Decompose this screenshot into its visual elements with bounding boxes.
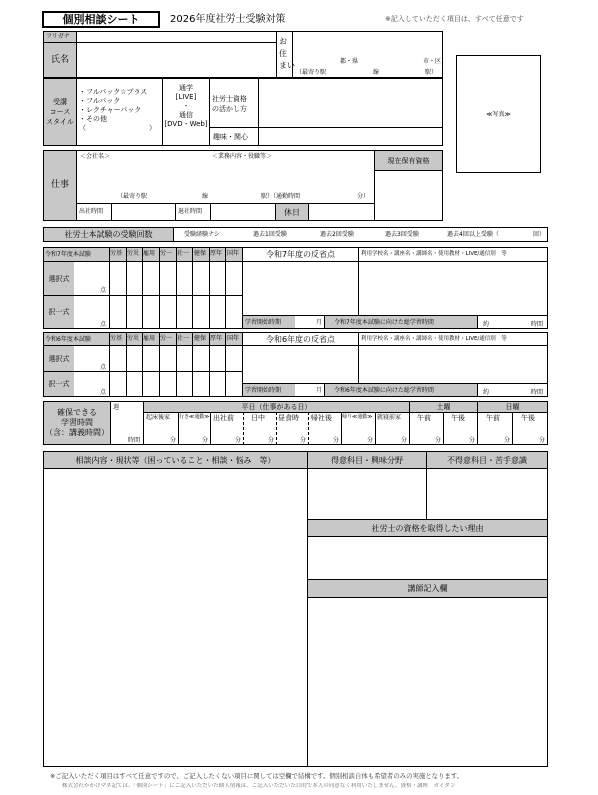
course-options[interactable]: ・フルパック☆プラス ・フルパック ・レクチャーパック ・その他 （ ）: [79, 88, 156, 132]
prefecture-label: 都・県: [340, 58, 359, 65]
r6-school-field[interactable]: [359, 346, 547, 382]
job-label-cell: [44, 151, 76, 220]
r7-study-start-label: 学習開始時期: [245, 319, 282, 326]
exam-r7-year-label: 令和7年度本試験: [45, 251, 91, 258]
holiday-label-cell: [276, 204, 308, 220]
exam-count-label-cell: [43, 227, 174, 242]
current-qualification-label: 現在保有資格: [387, 156, 430, 165]
instructor-field[interactable]: [308, 598, 547, 766]
sun-am: 午前: [486, 414, 500, 422]
holiday-field[interactable]: [309, 204, 373, 220]
min-0: 分: [170, 437, 177, 444]
r6-subject-1: 労災: [127, 335, 140, 342]
sunday-header-cell: [478, 402, 547, 412]
wd-col-3: 日中: [251, 414, 265, 422]
reason-field[interactable]: [308, 537, 547, 579]
address-line-label: 線: [373, 69, 380, 76]
start-time-field[interactable]: [112, 204, 175, 220]
address-station-end: 駅）: [425, 69, 438, 76]
good-subject-header-cell: [308, 452, 426, 468]
r6-choice-points: 点: [100, 364, 107, 371]
duties-label: ＜業務内容・役職等＞: [212, 153, 273, 160]
consult-header: 相談内容・現状等（困っていること・相談・悩み 等）: [75, 455, 276, 465]
job-line-label: 線: [202, 193, 209, 200]
min-5: 分: [333, 437, 340, 444]
sat-pm: 午後: [451, 414, 465, 422]
r7-school-label: 利用学校名・講座名・講師名・使用教材・LIVE/通信別 等: [361, 251, 507, 257]
reason-header: 社労士の資格を取得したい理由: [371, 523, 484, 533]
wd-col-1: 行き≪通勤≫: [179, 414, 210, 420]
job-label: 仕事: [50, 180, 69, 190]
wd-col-2: 出社前: [213, 414, 234, 422]
current-qualification-field[interactable]: [375, 171, 442, 220]
course-label-cell: [44, 79, 76, 145]
optional-note: ※記入していただく項目は、すべて任意です: [385, 15, 524, 23]
min-1: 分: [202, 437, 209, 444]
name-field[interactable]: [77, 43, 275, 77]
min-9: 分: [469, 437, 476, 444]
address-label: お 住 まい: [279, 37, 295, 70]
r6-choice-label-cell: [44, 346, 74, 371]
hobbies-field[interactable]: [259, 128, 442, 145]
min-6: 分: [367, 437, 374, 444]
r6-subject-7: 国年: [227, 335, 240, 342]
job-station-label: （最寄り駅: [117, 193, 148, 200]
exam-option-4plus[interactable]: 過去4回以上受験（: [447, 231, 499, 238]
r7-multiple-points: 点: [100, 321, 107, 328]
r6-subject-4: 社一: [177, 335, 190, 342]
r6-subject-5: 健保: [194, 335, 207, 342]
course-label: 受講 コース スタイル: [46, 98, 74, 126]
exam-r6-year-label: 令和6年度本試験: [45, 336, 91, 343]
city-label: 市・区: [423, 58, 442, 65]
r7-multiple-label: 択一式: [48, 308, 70, 316]
weak-subject-field[interactable]: [427, 469, 547, 519]
study-time-label: 確保できる 学習時間 （含：講義時間）: [45, 408, 109, 437]
furigana-field[interactable]: [77, 32, 275, 42]
sheet-title: [42, 11, 160, 28]
r6-reflection-label-cell: [243, 333, 358, 345]
commute-label: 駅）（通勤時間: [261, 193, 301, 200]
r6-multiple-label-cell: [44, 372, 74, 396]
study-hours-label: 時間: [128, 437, 141, 444]
r7-subject-7: 国年: [227, 250, 240, 257]
r6-subject-0: 労基: [110, 335, 123, 342]
r7-subject-3: 労一: [160, 250, 173, 257]
exam-option-times: 回）: [533, 231, 546, 238]
commute-minutes: 分）: [357, 193, 370, 200]
min-11: 分: [539, 437, 546, 444]
r6-multiple-points: 点: [100, 389, 107, 396]
min-3: 分: [268, 437, 275, 444]
min-10: 分: [504, 437, 511, 444]
r7-hours-label: 時間: [531, 321, 544, 328]
r7-subject-4: 社一: [177, 250, 190, 257]
r6-total-time-label: 令和6年度本試験に向けた総学習時間: [334, 387, 434, 394]
consult-header-cell: [44, 452, 307, 468]
qualification-use-label: 社労士資格 の活かし方: [212, 95, 247, 113]
photo-label: ≪写真≫: [486, 110, 511, 118]
holiday-label: 休日: [284, 207, 300, 217]
r7-reflection-field[interactable]: [243, 262, 358, 314]
min-7: 分: [401, 437, 408, 444]
r7-school-field[interactable]: [359, 262, 547, 314]
r6-reflection-label: 令和6年度の反省点: [265, 334, 336, 344]
sunday-header: 日曜: [505, 403, 520, 411]
r6-multiple-label: 択一式: [48, 380, 70, 388]
study-week-label: 週: [113, 404, 120, 411]
instructor-header: 講師記入欄: [407, 584, 448, 593]
r7-subject-6: 厚年: [210, 250, 223, 257]
r7-subject-5: 健保: [194, 250, 207, 257]
sat-am: 午前: [417, 414, 431, 422]
r7-month-label: 月: [316, 319, 323, 326]
sheet-title-text: 個別相談シート: [62, 13, 140, 26]
company-label: ＜会社名＞: [80, 153, 111, 160]
name-label: 氏名: [50, 54, 69, 65]
wd-col-5: 帰社後: [311, 414, 332, 422]
end-time-field[interactable]: [211, 204, 275, 220]
r7-subject-2: 雇用: [143, 250, 156, 257]
r7-approx-label: 約: [483, 321, 490, 328]
r7-choice-label-cell: [44, 262, 74, 295]
r6-hours-label: 時間: [531, 389, 544, 396]
current-qualification-label-cell: [375, 151, 442, 170]
r7-subject-0: 労基: [110, 250, 123, 257]
start-time-label: 出社時間: [79, 208, 104, 215]
exam-option-1[interactable]: 過去1回受験: [253, 231, 287, 238]
furigana-label: フリガナ: [46, 33, 70, 40]
end-time-label: 退社時間: [178, 208, 203, 215]
company-field[interactable]: [77, 161, 373, 189]
wd-col-7: 就寝前家: [377, 414, 402, 421]
r6-subject-3: 労一: [160, 335, 173, 342]
saturday-header: 土曜: [436, 403, 451, 411]
exam-option-3[interactable]: 過去3回受験: [385, 231, 419, 238]
r7-choice-label: 選択式: [48, 274, 70, 283]
r7-choice-points: 点: [100, 287, 107, 294]
attendance-style[interactable]: 通学 [LIVE] ・ 通信 [DVD・Web]: [164, 84, 208, 128]
r6-reflection-field[interactable]: [243, 346, 358, 382]
r7-reflection-label: 令和7年度の反省点: [265, 250, 336, 259]
r6-approx-label: 約: [483, 389, 490, 396]
min-2: 分: [235, 437, 242, 444]
r6-study-start-label: 学習開始時期: [245, 387, 282, 394]
exam-option-2[interactable]: 過去2回受験: [320, 231, 354, 238]
r6-subject-2: 雇用: [143, 335, 156, 342]
r7-total-time-label: 令和7年度本試験に向けた総学習時間: [334, 319, 434, 326]
name-label-cell: [44, 43, 76, 77]
study-time-label-cell: [44, 402, 110, 444]
min-4: 分: [300, 437, 307, 444]
photo-box: [456, 55, 541, 173]
reason-header-cell: [308, 520, 547, 536]
good-subject-field[interactable]: [308, 469, 426, 519]
r7-multiple-label-cell: [44, 296, 74, 328]
qualification-use-field[interactable]: [259, 79, 442, 127]
hobbies-label: 趣味・関心: [213, 133, 248, 141]
r6-subject-6: 厚年: [210, 335, 223, 342]
good-subject-header: 得意科目・興味分野: [331, 455, 403, 465]
weak-subject-header: 不得意科目・苦手意識: [447, 455, 527, 465]
r6-month-label: 月: [316, 387, 323, 394]
r6-choice-label: 選択式: [48, 354, 70, 363]
sun-pm: 午後: [521, 414, 535, 422]
saturday-header-cell: [410, 402, 477, 412]
footer-note-2: 株式会社かかけマネ記ては、「個別シート」にご記入いただいた個人情報は、ご記入いただいた目的で本人の同意なく利用いたしません。資格・講座 ガイダン: [62, 783, 456, 789]
sheet-subtitle: 2026年度社労士受験対策: [170, 14, 286, 25]
wd-col-6: 帰り≪通勤≫: [342, 414, 373, 420]
wd-col-0: 起床後家: [146, 414, 171, 421]
weekday-header-cell: [144, 402, 409, 412]
address-station-label: （最寄り駅: [296, 69, 327, 76]
exam-count-label: 社労士本試験の受験回数: [64, 230, 153, 239]
instructor-header-cell: [308, 580, 547, 597]
r6-school-label: 利用学校名・講座名・講師名・使用教材・LIVE/通信別 等: [361, 336, 507, 342]
exam-option-none[interactable]: 受験経験ナシ: [184, 231, 220, 238]
footer-note: ※ご記入いただく項目はすべて任意ですので、ご記入したくない項目に関しては空欄で結構です。個別相談自体も希望者のみの実施となります。: [50, 772, 464, 780]
r7-subject-1: 労災: [127, 250, 140, 257]
weekday-header: 平日（仕事がある日）: [241, 403, 312, 411]
consult-field[interactable]: [44, 469, 307, 766]
r7-reflection-label-cell: [243, 248, 358, 261]
min-8: 分: [435, 437, 442, 444]
weak-subject-header-cell: [427, 452, 547, 468]
wd-col-4: 昼食時: [278, 414, 299, 422]
